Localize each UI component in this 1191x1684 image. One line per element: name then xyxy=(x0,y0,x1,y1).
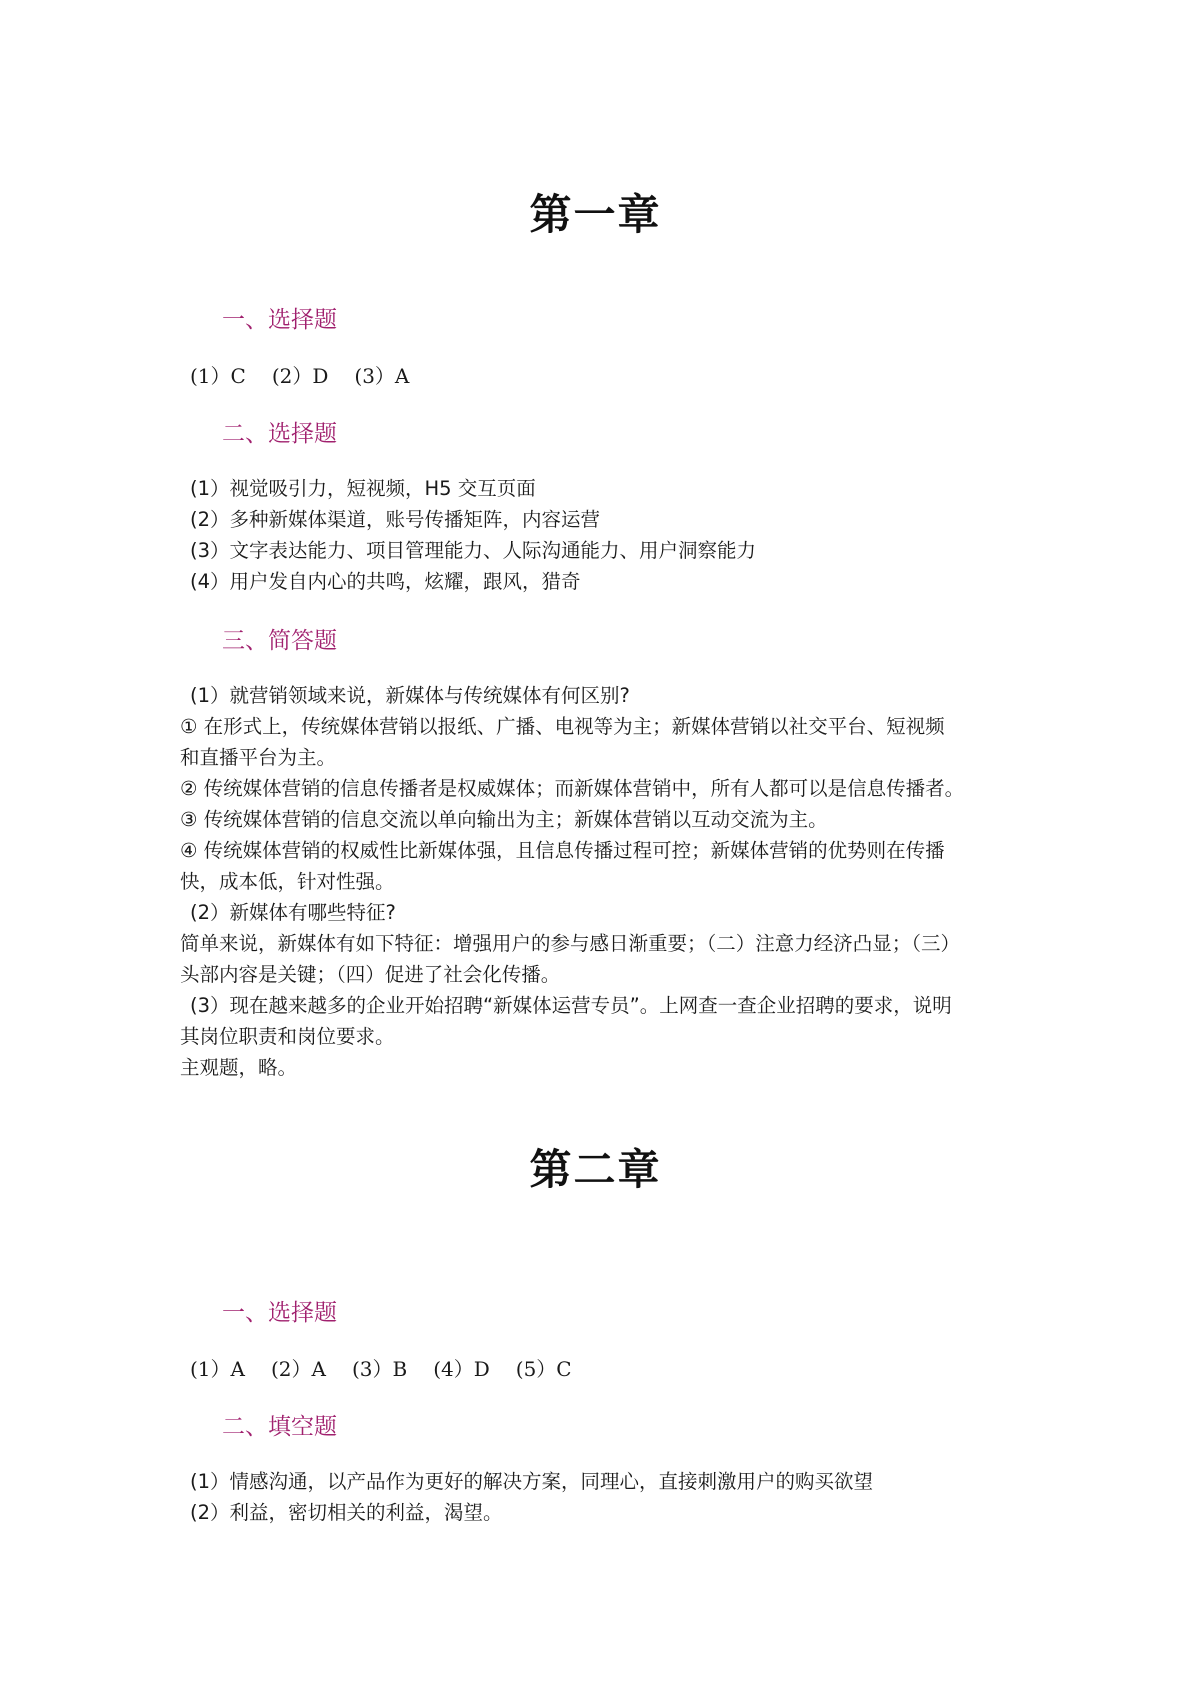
ch1-section-3-heading: 三、简答题 xyxy=(222,628,337,654)
ch1-answer-line: 和直播平台为主。 xyxy=(180,746,337,769)
answer-item: (3）A xyxy=(354,364,410,388)
answer-item: (3）B xyxy=(351,1357,408,1381)
ch2-section-1-heading: 一、选择题 xyxy=(222,1300,337,1326)
ch1-answer-line: ③ 传统媒体营销的信息交流以单向输出为主；新媒体营销以互动交流为主。 xyxy=(180,808,828,831)
ch2-section-2-heading: 二、填空题 xyxy=(222,1414,337,1440)
ch1-question: (3）现在越来越多的企业开始招聘“新媒体运营专员”。上网查一查企业招聘的要求，说明 xyxy=(190,994,952,1017)
ch1-fill-item: (3）文字表达能力、项目管理能力、人际沟通能力、用户洞察能力 xyxy=(190,539,757,562)
ch1-answer-line: ④ 传统媒体营销的权威性比新媒体强，且信息传播过程可控；新媒体营销的优势则在传播 xyxy=(180,839,945,862)
chapter-2-title: 第二章 xyxy=(529,1145,662,1194)
ch2-fill-item: (2）利益，密切相关的利益，渴望。 xyxy=(190,1501,503,1524)
answer-item: (2）A xyxy=(270,1357,326,1381)
ch1-section-2-heading: 二、选择题 xyxy=(222,421,337,447)
ch1-fill-item: (1）视觉吸引力，短视频，H5 交互页面 xyxy=(190,477,536,500)
ch1-answer-line: ① 在形式上，传统媒体营销以报纸、广播、电视等为主；新媒体营销以社交平台、短视频 xyxy=(180,715,945,738)
ch1-question: (2）新媒体有哪些特征? xyxy=(190,901,396,924)
ch2-mc-answers xyxy=(190,1359,598,1379)
ch1-fill-item: (2）多种新媒体渠道，账号传播矩阵，内容运营 xyxy=(190,508,601,531)
ch1-answer-line: 头部内容是关键；（四）促进了社会化传播。 xyxy=(180,963,561,986)
answer-item: (1）A xyxy=(190,1357,245,1381)
ch1-mc-answers xyxy=(190,366,435,386)
ch1-answer-line: ② 传统媒体营销的信息传播者是权威媒体；而新媒体营销中，所有人都可以是信息传播者。 xyxy=(180,777,965,800)
ch1-answer-line: 快，成本低，针对性强。 xyxy=(180,870,395,893)
ch1-answer-line: 其岗位职责和岗位要求。 xyxy=(180,1025,395,1048)
ch1-answer-line: 主观题，略。 xyxy=(180,1056,298,1079)
ch1-question: (1）就营销领域来说，新媒体与传统媒体有何区别? xyxy=(190,684,630,707)
ch1-fill-item: (4）用户发自内心的共鸣，炫耀，跟风，猎奇 xyxy=(190,570,581,593)
ch1-answer-line: 简单来说，新媒体有如下特征：增强用户的参与感日渐重要；（二）注意力经济凸显；（三） xyxy=(180,932,961,955)
answer-item: (2）D xyxy=(271,364,329,388)
chapter-1-title: 第一章 xyxy=(529,190,662,239)
answer-item: (5）C xyxy=(515,1357,572,1381)
answer-item: (4）D xyxy=(433,1357,490,1381)
ch1-section-1-heading: 一、选择题 xyxy=(222,307,337,333)
ch2-fill-item: (1）情感沟通，以产品作为更好的解决方案，同理心，直接刺激用户的购买欲望 xyxy=(190,1470,874,1493)
answer-item: (1）C xyxy=(190,364,246,388)
